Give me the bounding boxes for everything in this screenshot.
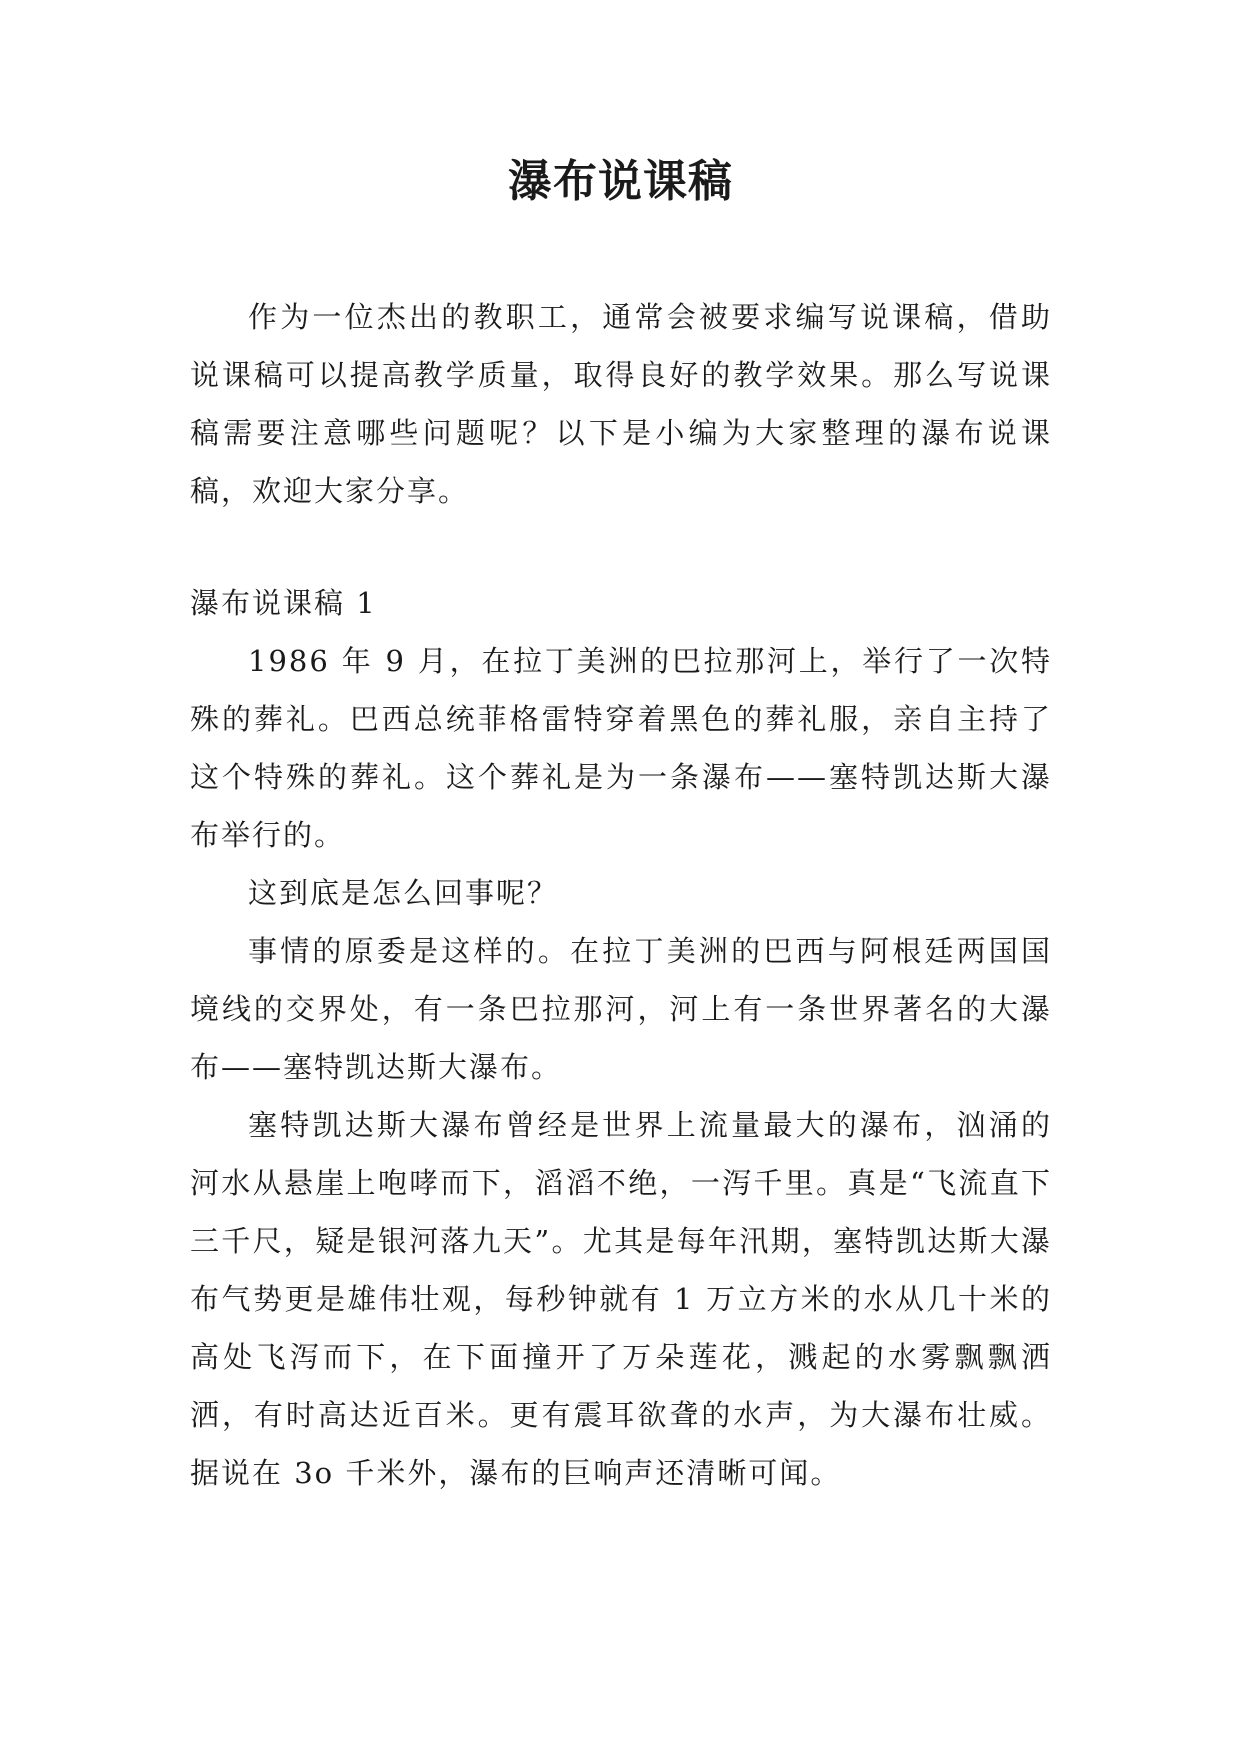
section-heading: 瀑布说课稿 1 xyxy=(190,586,377,620)
body-paragraph: 1986 年 9 月，在拉丁美洲的巴拉那河上，举行了一次特殊的葬礼。巴西总统菲格雷特穿着黑色的葬礼服，亲自主持了这个特殊的葬礼。这个葬礼是为一条瀑布——塞特凯达斯大瀑布举行的。 xyxy=(190,644,1052,852)
body-paragraph: 这到底是怎么回事呢？ xyxy=(248,876,559,910)
body-paragraph: 事情的原委是这样的。在拉丁美洲的巴西与阿根廷两国国境线的交界处，有一条巴拉那河，河上有一条世界著名的大瀑布——塞特凯达斯大瀑布。 xyxy=(190,934,1052,1084)
intro-block xyxy=(190,288,1052,520)
document-title: 瀑布说课稿 xyxy=(508,156,733,207)
intro-paragraph: 作为一位杰出的教职工，通常会被要求编写说课稿，借助说课稿可以提高教学质量，取得良好的教学效果。那么写说课稿需要注意哪些问题呢？以下是小编为大家整理的瀑布说课稿，欢迎大家分享。 xyxy=(190,300,1052,508)
body-paragraph: 塞特凯达斯大瀑布曾经是世界上流量最大的瀑布，汹涌的河水从悬崖上咆哮而下，滔滔不绝，一泻千里。真是“飞流直下三千尺，疑是银河落九天”。尤其是每年汛期，塞特凯达斯大瀑布气势更是雄伟壮观，每秒钟就有 1 万立方米的水从几十米的高处飞泻而下，在下面撞开了万朵莲花，溅起的水雾飘飘洒洒，有时高达近百米。更有震耳欲聋的水声，为大瀑布壮威。据说在 3o 千米外，瀑布的巨响声还清晰可闻。 xyxy=(190,1108,1052,1490)
article-body xyxy=(190,574,1052,1502)
